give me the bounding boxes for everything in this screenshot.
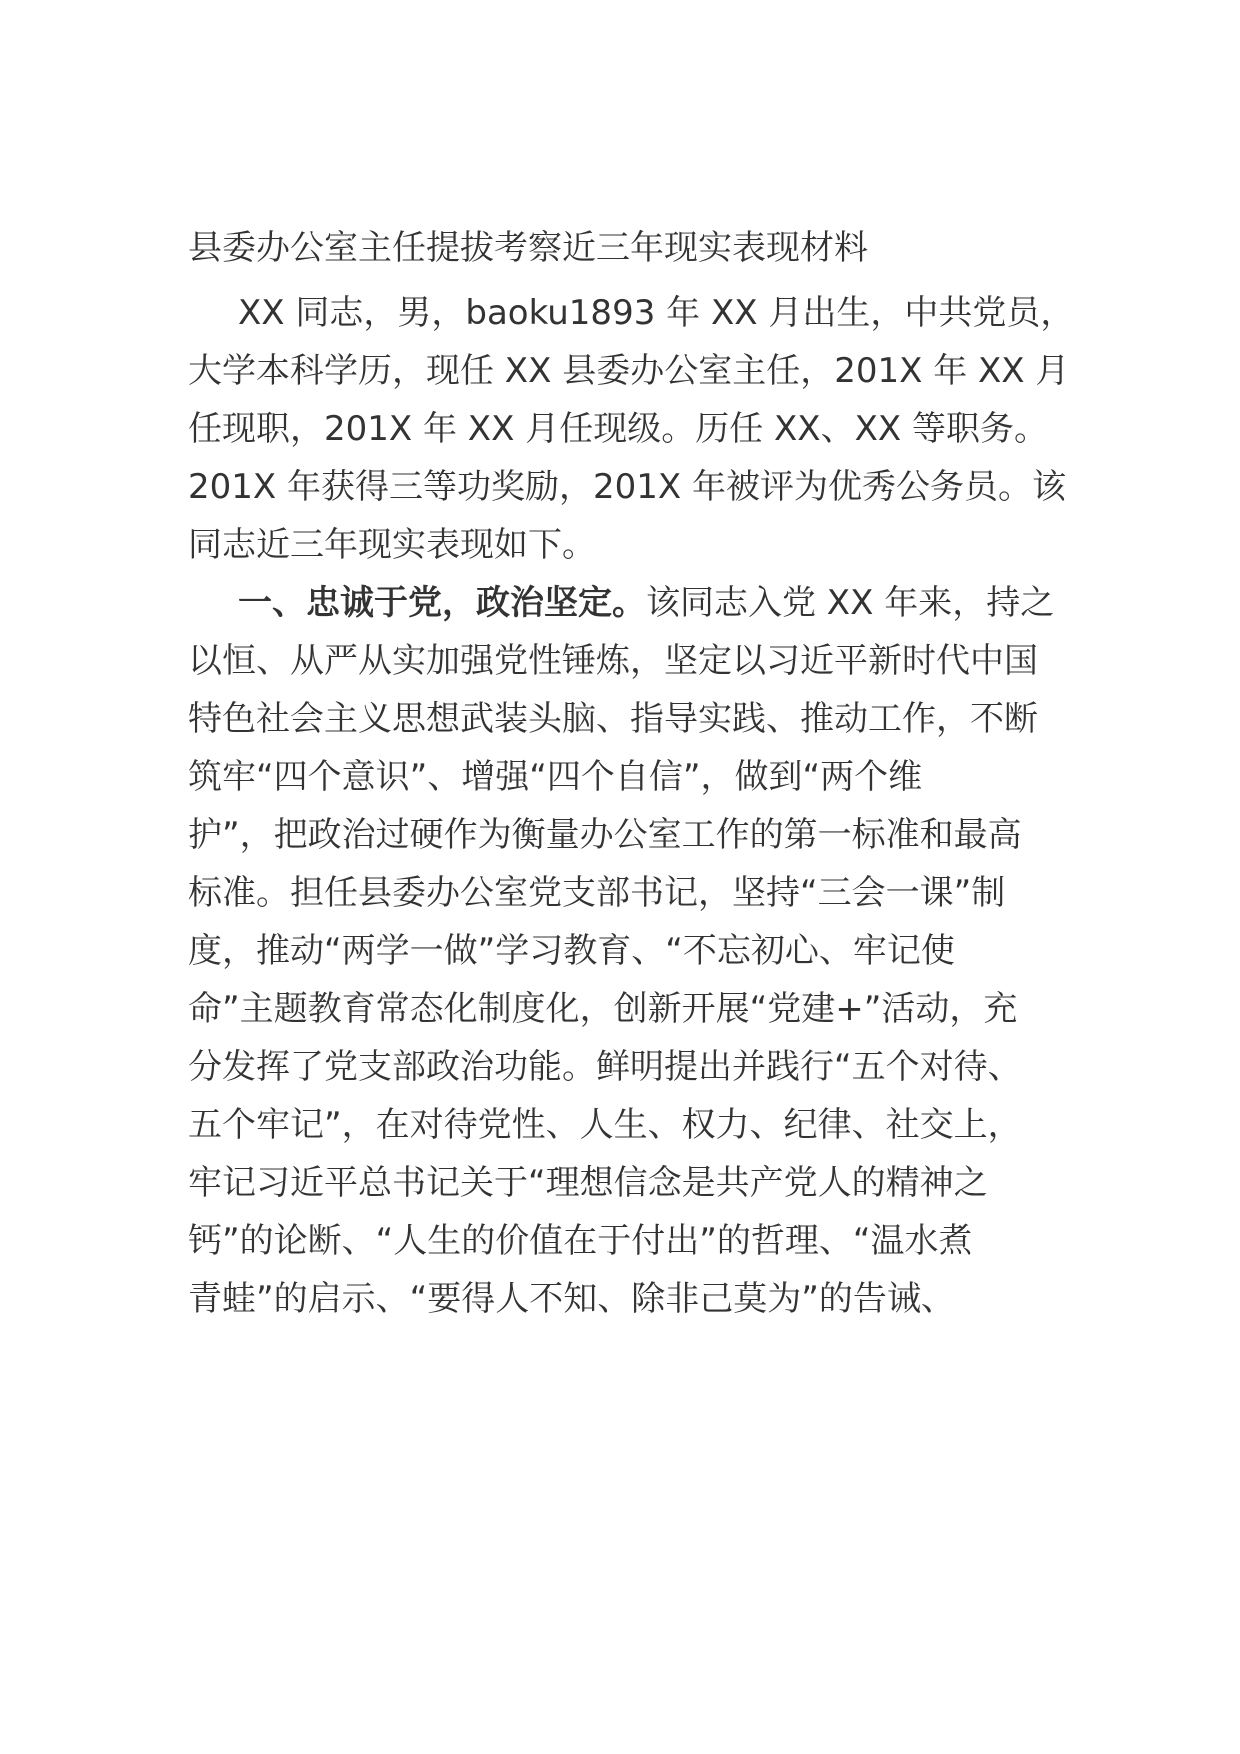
intro-line: XX 同志，男，baoku1893 年 XX 月出生，中共党员， xyxy=(238,293,1075,333)
section-line: 护”，把政治过硬作为衡量办公室工作的第一标准和最高 xyxy=(188,815,1022,855)
section-line: 标准。担任县委办公室党支部书记，坚持“三会一课”制 xyxy=(188,873,1006,913)
document-title: 县委办公室主任提拔考察近三年现实表现材料 xyxy=(188,228,868,268)
intro-line: 201X 年获得三等功奖励，201X 年被评为优秀公务员。该 xyxy=(188,467,1066,507)
section-line: 筑牢“四个意识”、增强“四个自信”，做到“两个维 xyxy=(188,757,923,797)
section-line: 青蛙”的启示、“要得人不知、除非己莫为”的告诫、 xyxy=(188,1279,955,1319)
section-line: 度，推动“两学一做”学习教育、“不忘初心、牢记使 xyxy=(188,931,955,971)
intro-line: 任现职，201X 年 XX 月任现级。历任 XX、XX 等职务。 xyxy=(188,409,1048,449)
section-line: 牢记习近平总书记关于“理想信念是共产党人的精神之 xyxy=(188,1163,988,1203)
section-first-line-text: 该同志入党 XX 年来，持之 xyxy=(646,583,1055,623)
section-line: 以恒、从严从实加强党性锤炼，坚定以习近平新时代中国 xyxy=(188,641,1038,681)
section-first-line xyxy=(238,579,1058,627)
section-line: 钙”的论断、“人生的价值在于付出”的哲理、“温水煮 xyxy=(188,1221,973,1261)
section-line: 分发挥了党支部政治功能。鲜明提出并践行“五个对待、 xyxy=(188,1047,1022,1087)
section-line: 特色社会主义思想武装头脑、指导实践、推动工作，不断 xyxy=(188,699,1038,739)
section-line: 五个牢记”，在对待党性、人生、权力、纪律、社交上， xyxy=(188,1105,1022,1145)
section-heading: 一、忠诚于党，政治坚定。 xyxy=(238,583,646,623)
intro-line: 大学本科学历，现任 XX 县委办公室主任，201X 年 XX 月 xyxy=(188,351,1070,391)
section-line: 命”主题教育常态化制度化，创新开展“党建+”活动，充 xyxy=(188,989,1018,1029)
intro-line: 同志近三年现实表现如下。 xyxy=(188,525,596,565)
